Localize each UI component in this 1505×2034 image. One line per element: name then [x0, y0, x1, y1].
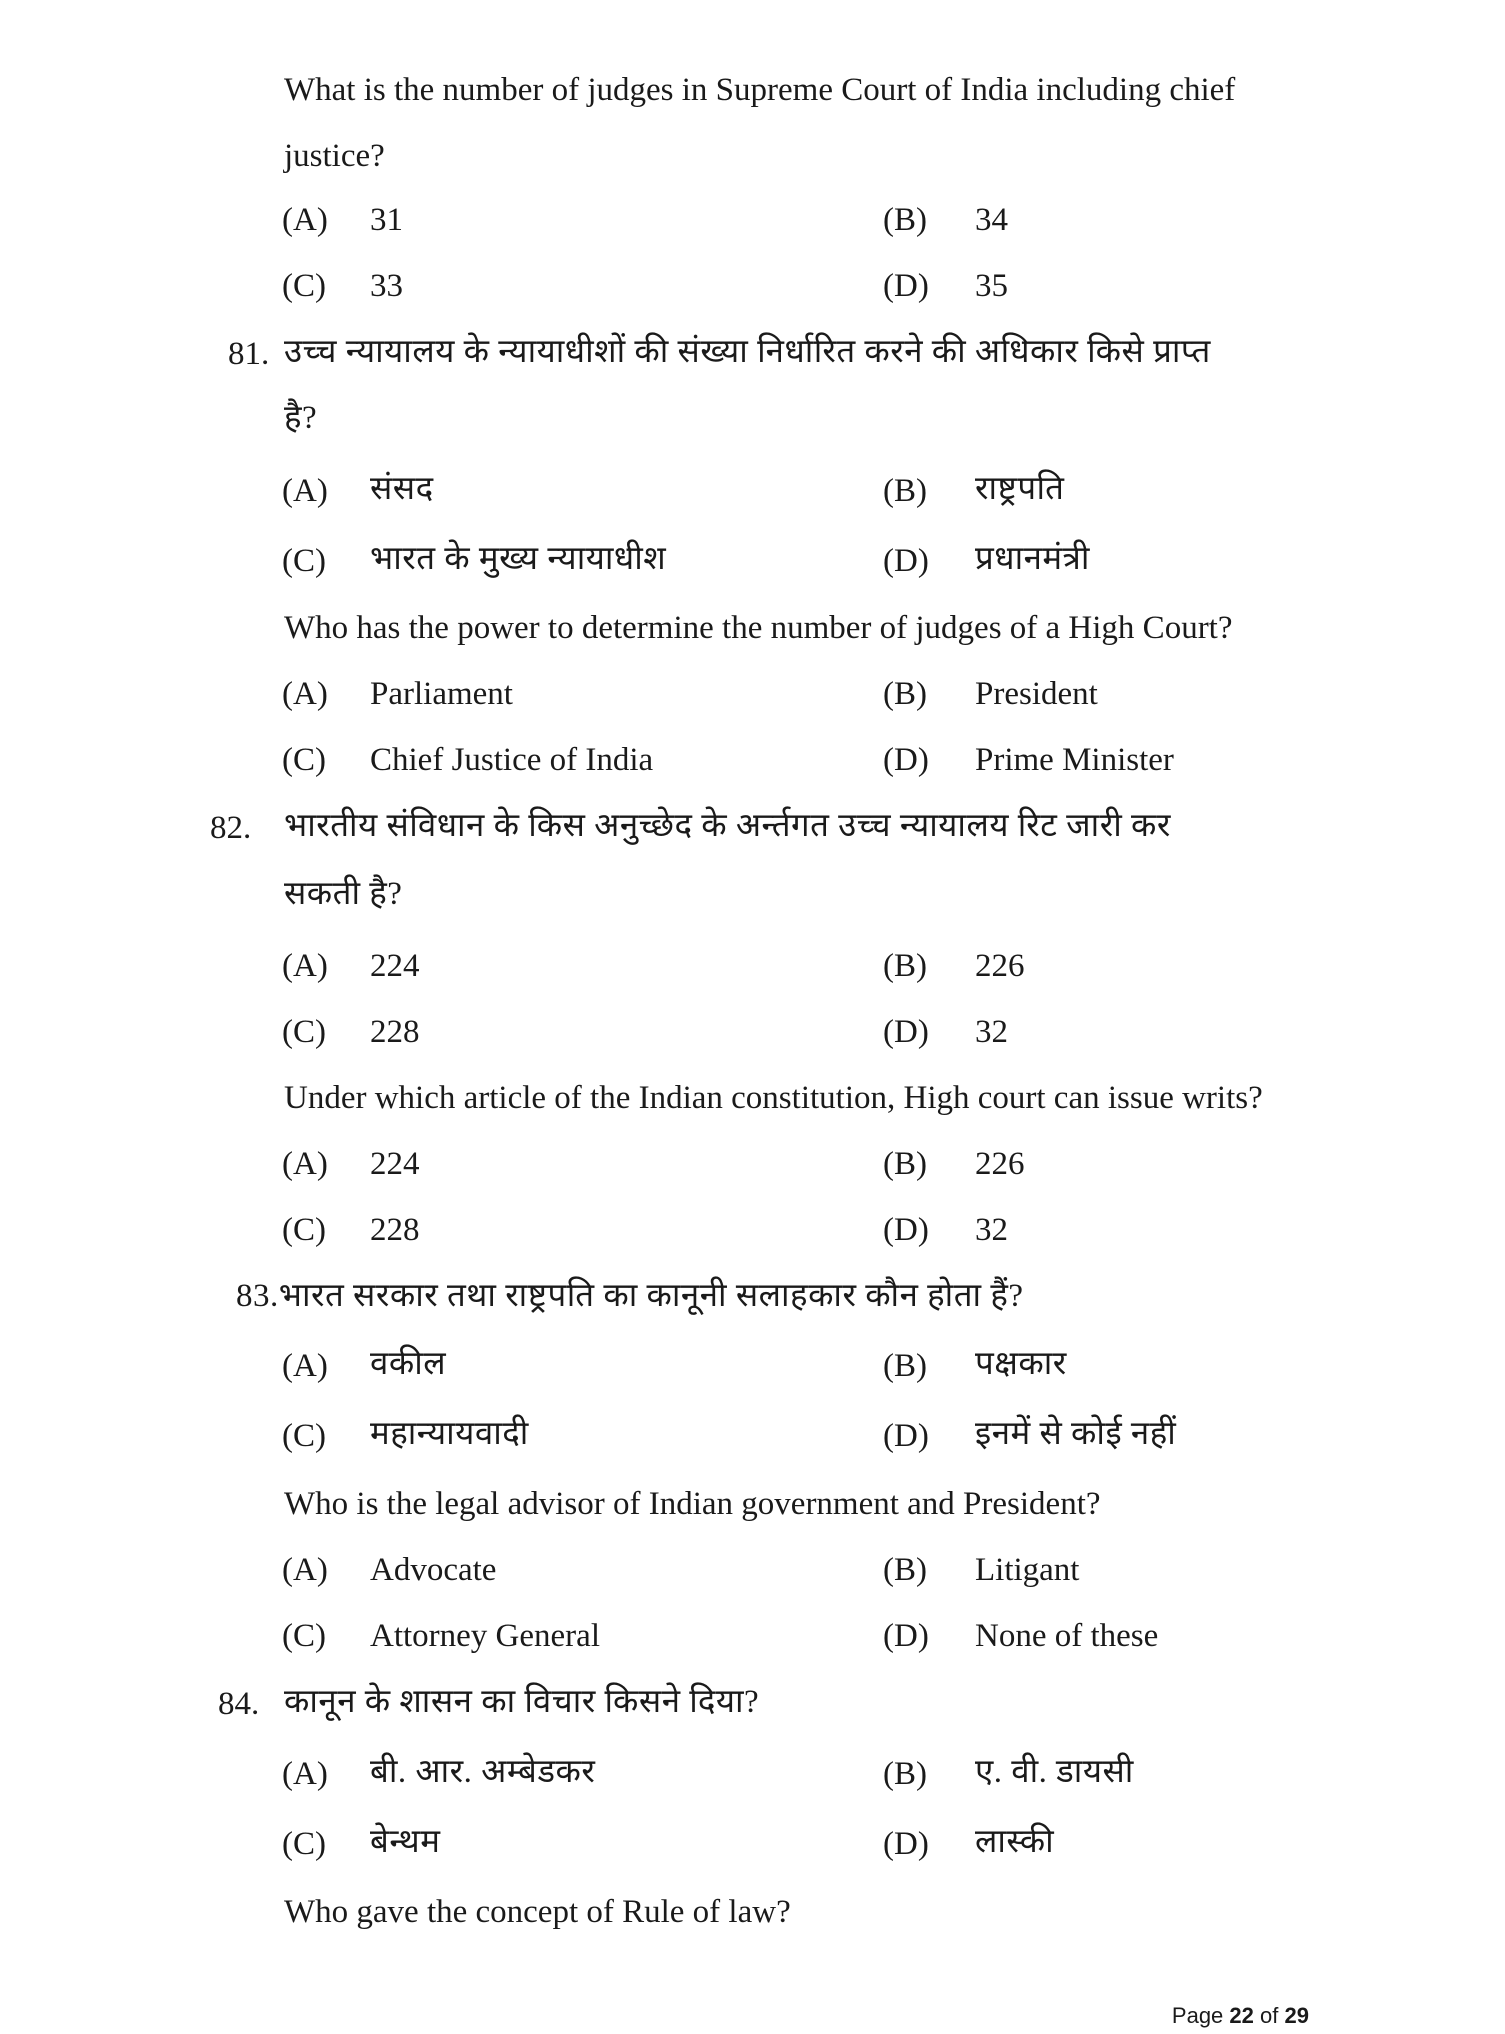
question-text: Under which article of the Indian constitution, High court can issue writs? — [284, 1080, 1263, 1116]
option-text: 32 — [975, 1212, 1008, 1248]
option-label-b: (B) — [883, 1552, 927, 1588]
question-text: justice? — [284, 138, 385, 174]
question-number: 82. — [210, 810, 252, 846]
option-text: वकील — [370, 1346, 447, 1382]
option-label-b: (B) — [883, 1756, 927, 1792]
question-text: उच्च न्यायालय के न्यायाधीशों की संख्या निर्धारित करने की अधिकार किसे प्राप्त — [284, 334, 1211, 370]
page-number — [1172, 2005, 1309, 2027]
question-text: 83.भारत सरकार तथा राष्ट्रपति का कानूनी सलाहकार कौन होता हैं? — [236, 1278, 1024, 1314]
option-label-d: (D) — [883, 1618, 929, 1654]
option-text: संसद — [370, 471, 434, 507]
option-text: राष्ट्रपति — [975, 471, 1065, 507]
option-text: 31 — [370, 202, 403, 238]
option-text: Chief Justice of India — [370, 742, 654, 778]
option-text: पक्षकार — [975, 1346, 1067, 1382]
option-label-b: (B) — [883, 1146, 927, 1182]
option-label-a: (A) — [282, 1552, 328, 1588]
of-word: of — [1260, 2003, 1279, 2028]
option-label-b: (B) — [883, 202, 927, 238]
option-label-a: (A) — [282, 1348, 328, 1384]
option-text: Prime Minister — [975, 742, 1174, 778]
option-label-d: (D) — [883, 1418, 929, 1454]
option-text: ए. वी. डायसी — [975, 1754, 1134, 1790]
option-label-b: (B) — [883, 473, 927, 509]
question-number: 81. — [228, 336, 270, 372]
option-text: लास्की — [975, 1824, 1055, 1860]
question-text: सकती है? — [284, 876, 403, 912]
option-text: 224 — [370, 1146, 420, 1182]
total-pages: 29 — [1284, 2003, 1309, 2028]
question-text: कानून के शासन का विचार किसने दिया? — [284, 1684, 760, 1720]
option-label-d: (D) — [883, 268, 929, 304]
page-word: Page — [1171, 2003, 1224, 2028]
option-label-c: (C) — [282, 1418, 326, 1454]
option-label-a: (A) — [282, 948, 328, 984]
option-text: President — [975, 676, 1098, 712]
option-text: 33 — [370, 268, 403, 304]
option-label-c: (C) — [282, 1618, 326, 1654]
option-label-b: (B) — [883, 948, 927, 984]
question-number: 84. — [218, 1686, 260, 1722]
option-text: 228 — [370, 1014, 420, 1050]
option-text: महान्यायवादी — [370, 1416, 529, 1452]
option-text: Advocate — [370, 1552, 497, 1588]
option-text: इनमें से कोई नहीं — [975, 1416, 1177, 1452]
question-text: है? — [284, 400, 318, 436]
option-text: भारत के मुख्य न्यायाधीश — [370, 541, 667, 577]
option-label-a: (A) — [282, 473, 328, 509]
option-text: 226 — [975, 1146, 1025, 1182]
option-label-b: (B) — [883, 676, 927, 712]
question-text: Who has the power to determine the number of judges of a High Court? — [284, 610, 1233, 646]
option-text: बेन्थम — [370, 1824, 441, 1860]
option-text: Parliament — [370, 676, 513, 712]
option-text: 226 — [975, 948, 1025, 984]
option-text: 228 — [370, 1212, 420, 1248]
option-label-c: (C) — [282, 742, 326, 778]
option-label-c: (C) — [282, 1014, 326, 1050]
option-label-d: (D) — [883, 1826, 929, 1862]
question-text: Who gave the concept of Rule of law? — [284, 1894, 791, 1930]
option-text: 32 — [975, 1014, 1008, 1050]
option-label-c: (C) — [282, 543, 326, 579]
option-label-d: (D) — [883, 1014, 929, 1050]
option-label-a: (A) — [282, 1756, 328, 1792]
option-text: 224 — [370, 948, 420, 984]
option-label-c: (C) — [282, 1826, 326, 1862]
current-page: 22 — [1229, 2003, 1254, 2028]
option-text: 35 — [975, 268, 1008, 304]
option-label-b: (B) — [883, 1348, 927, 1384]
option-text: 34 — [975, 202, 1008, 238]
option-label-a: (A) — [282, 1146, 328, 1182]
option-label-a: (A) — [282, 676, 328, 712]
option-label-d: (D) — [883, 543, 929, 579]
question-text: What is the number of judges in Supreme Court of India including chief — [284, 72, 1236, 108]
option-text: None of these — [975, 1618, 1159, 1654]
option-text: Litigant — [975, 1552, 1080, 1588]
question-text: Who is the legal advisor of Indian government and President? — [284, 1486, 1101, 1522]
option-text: बी. आर. अम्बेडकर — [370, 1754, 596, 1790]
option-label-d: (D) — [883, 1212, 929, 1248]
option-text: Attorney General — [370, 1618, 600, 1654]
option-label-c: (C) — [282, 1212, 326, 1248]
option-label-d: (D) — [883, 742, 929, 778]
option-text: प्रधानमंत्री — [975, 541, 1090, 577]
option-label-c: (C) — [282, 268, 326, 304]
option-label-a: (A) — [282, 202, 328, 238]
question-text: भारतीय संविधान के किस अनुच्छेद के अर्न्तगत उच्च न्यायालय रिट जारी कर — [284, 808, 1171, 844]
